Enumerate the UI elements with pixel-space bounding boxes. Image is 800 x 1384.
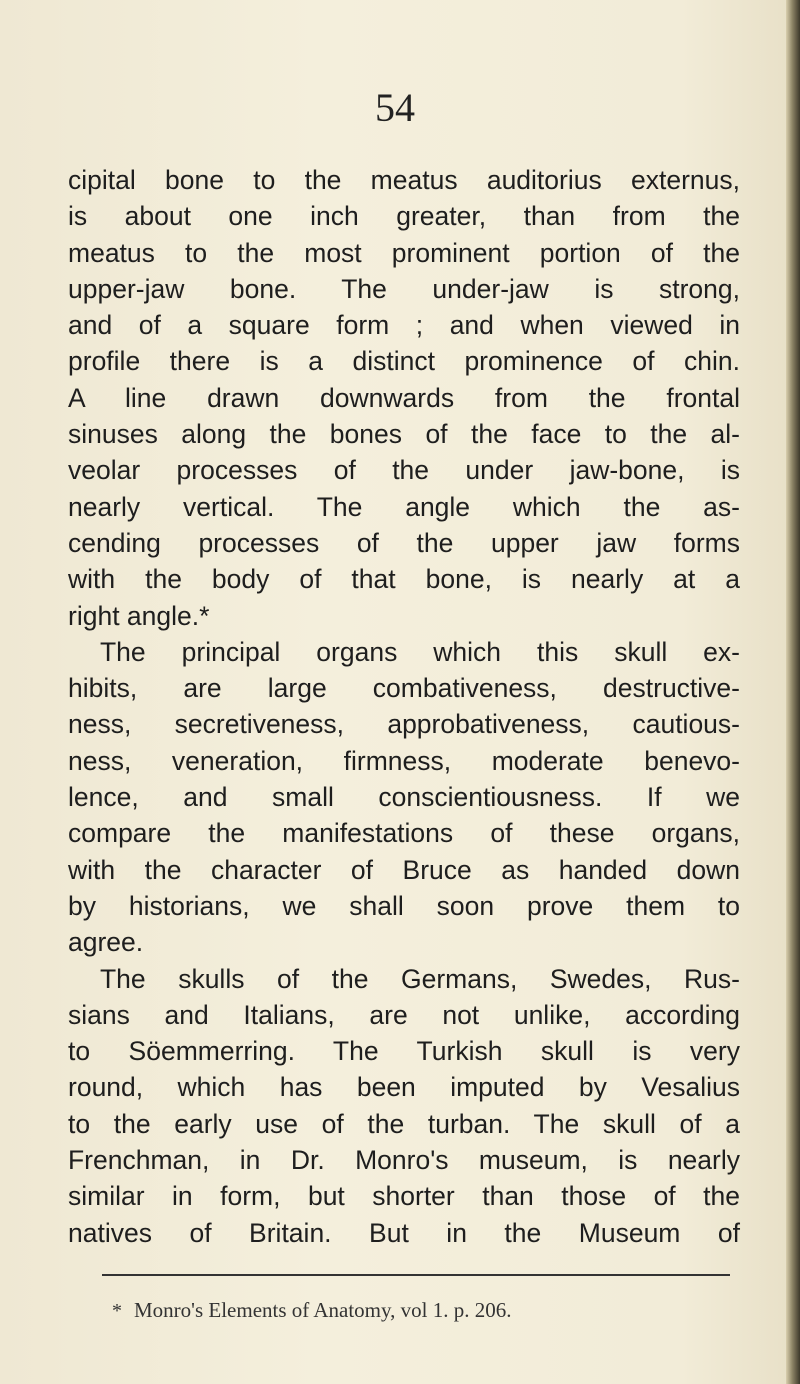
text-line: Frenchman, in Dr. Monro's museum, is nearly <box>68 1145 740 1176</box>
text-line: A line drawn downwards from the frontal <box>68 382 740 413</box>
body-text <box>68 162 740 1251</box>
text-line: and of a square form ; and when viewed in <box>68 310 740 341</box>
text-line: with the body of that bone, is nearly at a <box>68 564 740 595</box>
footnote <box>112 1298 732 1323</box>
text-line: round, which has been imputed by Vesalius <box>68 1072 740 1103</box>
text-line: compare the manifestations of these organs, <box>68 818 740 849</box>
page-edge-shadow <box>786 0 800 1384</box>
text-line: with the character of Bruce as handed down <box>68 854 740 885</box>
text-line: is about one inch greater, than from the <box>68 201 740 232</box>
text-line: right angle.* <box>68 600 210 631</box>
text-line: lence, and small conscientiousness. If we <box>68 782 740 813</box>
footnote-text: Monro's Elements of Anatomy, vol 1. p. 206. <box>134 1298 512 1322</box>
text-line: by historians, we shall soon prove them to <box>68 890 740 921</box>
footnote-mark: * <box>112 1300 122 1322</box>
text-line: veolar processes of the under jaw-bone, is <box>68 455 740 486</box>
text-line: nearly vertical. The angle which the as- <box>68 491 740 522</box>
text-line: sinuses along the bones of the face to the al- <box>68 419 740 450</box>
text-line: agree. <box>68 927 144 958</box>
text-line: ness, veneration, firmness, moderate benevo- <box>68 745 740 776</box>
page-number: 54 <box>375 85 415 130</box>
text-line: hibits, are large combativeness, destructive- <box>68 673 740 704</box>
text-line: meatus to the most prominent portion of the <box>68 237 740 268</box>
text-line: similar in form, but shorter than those of the <box>68 1181 740 1212</box>
text-line: ness, secretiveness, approbativeness, cautious- <box>68 709 740 740</box>
footnote-divider <box>102 1274 730 1276</box>
text-line: cipital bone to the meatus auditorius externus, <box>68 165 740 195</box>
text-line: profile there is a distinct prominence of chin. <box>68 346 740 377</box>
text-line: upper-jaw bone. The under-jaw is strong, <box>68 273 740 304</box>
text-line: cending processes of the upper jaw forms <box>68 527 740 558</box>
text-line: natives of Britain. But in the Museum of <box>68 1217 740 1248</box>
text-line: sians and Italians, are not unlike, according <box>68 999 740 1030</box>
text-line: The principal organs which this skull ex- <box>100 636 740 667</box>
text-line: to Söemmerring. The Turkish skull is very <box>68 1036 740 1067</box>
text-line: to the early use of the turban. The skull of a <box>68 1108 740 1139</box>
text-line: The skulls of the Germans, Swedes, Rus- <box>100 963 740 994</box>
